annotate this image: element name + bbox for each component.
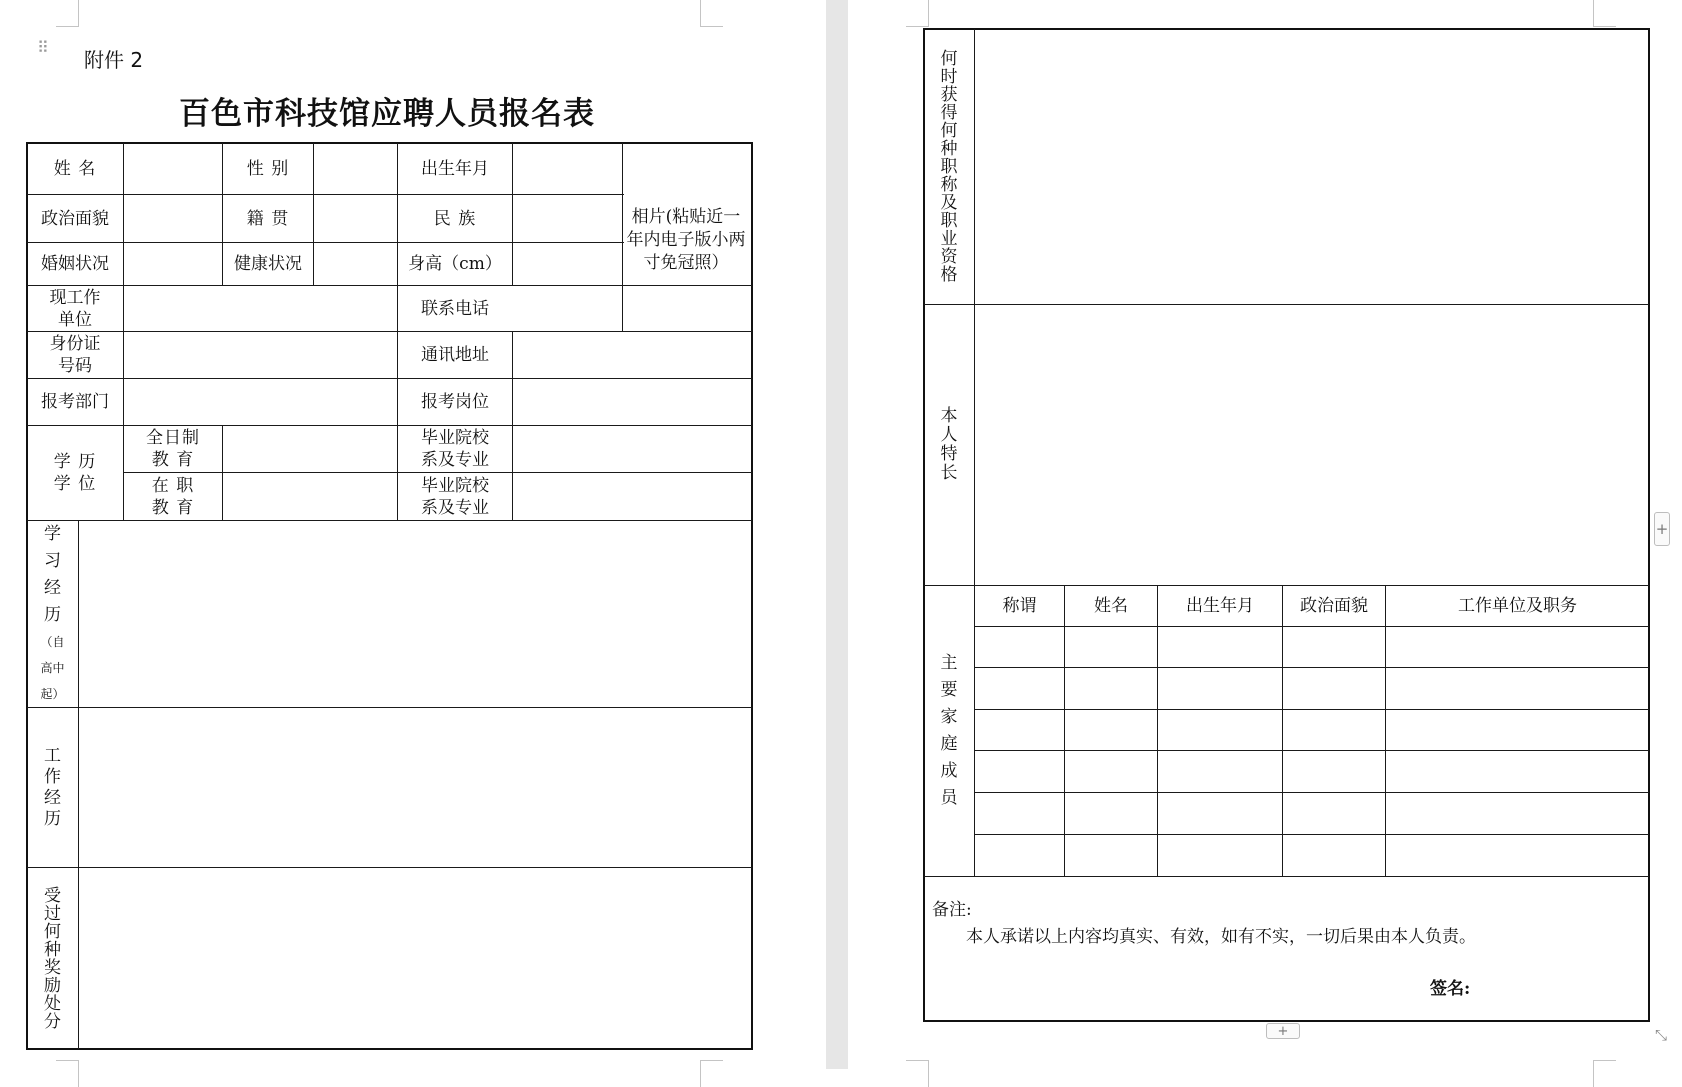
family-row[interactable] <box>975 668 1649 709</box>
work-history-field[interactable] <box>79 708 752 867</box>
family-row[interactable] <box>975 751 1649 792</box>
name-field[interactable] <box>124 143 222 194</box>
dept-label: 报考部门 <box>41 392 109 412</box>
dept-field[interactable] <box>124 379 397 425</box>
work-history-label: 工 作 经 历 <box>44 745 61 829</box>
school-major-label-2: 毕业院校 系及专业 <box>421 475 489 518</box>
family-row[interactable] <box>975 793 1649 834</box>
signature-label: 签名: <box>1430 979 1471 999</box>
marital-label: 婚姻状况 <box>41 254 109 274</box>
crop-mark <box>1593 0 1616 27</box>
school-major-field-2[interactable] <box>513 473 752 520</box>
phone-label: 联系电话 <box>421 298 489 319</box>
page-gap <box>826 0 848 1069</box>
health-field[interactable] <box>314 243 397 285</box>
specialty-label: 本 人 特 长 <box>940 406 958 483</box>
qualification-field[interactable] <box>975 29 1649 304</box>
family-header-work: 工作单位及职务 <box>1458 596 1577 616</box>
attachment-label: 附件 2 <box>84 48 144 72</box>
birth-field[interactable] <box>513 143 622 194</box>
document-page-2 <box>848 0 1682 1069</box>
awards-field[interactable] <box>79 868 752 1049</box>
family-header-politics: 政治面貌 <box>1300 596 1368 616</box>
address-field[interactable] <box>513 332 752 378</box>
crop-mark <box>906 1060 929 1087</box>
parttime-field[interactable] <box>223 473 397 520</box>
position-label: 报考岗位 <box>421 392 489 412</box>
document-page-1 <box>0 0 826 1069</box>
ethnicity-field[interactable] <box>513 195 622 242</box>
promise-text: 本人承诺以上内容均真实、有效，如有不实，一切后果由本人负责。 <box>966 927 1476 947</box>
photo-label: 相片(粘贴近一年内电子版小两寸免冠照） <box>626 206 746 273</box>
family-header-relation: 称谓 <box>1002 596 1037 616</box>
workplace-label: 现工作 单位 <box>49 287 101 330</box>
table-move-handle[interactable]: ⠿ <box>37 38 49 57</box>
degree-label: 学 历 学 位 <box>53 452 97 494</box>
id-label: 身份证 号码 <box>49 334 101 376</box>
address-label: 通讯地址 <box>421 345 489 365</box>
position-field[interactable] <box>513 379 752 425</box>
qualification-label: 何 时 获 得 何 种 职 称 及 职 业 资 格 <box>940 48 958 285</box>
family-label: 主 要 家 庭 成 员 <box>940 653 958 808</box>
page-title: 百色市科技馆应聘人员报名表 <box>179 96 595 132</box>
crop-mark <box>700 0 723 27</box>
study-history-field[interactable] <box>79 521 752 707</box>
health-label: 健康状况 <box>234 254 302 274</box>
add-row-button[interactable]: + <box>1266 1023 1300 1039</box>
native-field[interactable] <box>314 195 397 242</box>
study-history-label: 学 习 经 历 （自 高中 起） <box>40 524 65 701</box>
marital-field[interactable] <box>124 243 222 285</box>
fulltime-field[interactable] <box>223 426 397 472</box>
family-row[interactable] <box>975 710 1649 750</box>
family-header-birth: 出生年月 <box>1186 596 1254 616</box>
crop-mark <box>56 1060 79 1087</box>
id-field[interactable] <box>124 332 397 378</box>
specialty-field[interactable] <box>975 305 1649 585</box>
awards-label: 受 过 何 种 奖 励 处 分 <box>44 885 61 1032</box>
phone-field[interactable] <box>513 286 622 331</box>
birth-label: 出生年月 <box>421 158 489 179</box>
remark-label: 备注: <box>932 900 972 920</box>
name-label: 姓 名 <box>53 158 97 179</box>
crop-mark <box>1593 1060 1616 1087</box>
school-major-field-1[interactable] <box>513 426 752 472</box>
add-column-button[interactable]: + <box>1654 512 1670 546</box>
politics-field[interactable] <box>124 195 222 242</box>
fulltime-label: 全日制 教 育 <box>146 428 200 470</box>
parttime-label: 在 职 教 育 <box>151 475 195 518</box>
crop-mark <box>56 0 79 27</box>
height-field[interactable] <box>513 243 622 285</box>
crop-mark <box>906 0 929 27</box>
height-label: 身高（cm） <box>408 254 502 274</box>
crop-mark <box>700 1060 723 1087</box>
gender-label: 性 别 <box>246 158 290 179</box>
family-header-name: 姓名 <box>1094 596 1128 616</box>
resize-icon[interactable]: ⤡ <box>1655 1026 1668 1044</box>
politics-label: 政治面貌 <box>41 208 109 229</box>
family-row[interactable] <box>975 627 1649 667</box>
family-row[interactable] <box>975 835 1649 876</box>
workplace-field[interactable] <box>124 286 397 331</box>
gender-field[interactable] <box>314 143 397 194</box>
native-label: 籍 贯 <box>246 208 290 229</box>
ethnicity-label: 民 族 <box>433 208 477 229</box>
school-major-label-1: 毕业院校 系及专业 <box>421 428 489 470</box>
